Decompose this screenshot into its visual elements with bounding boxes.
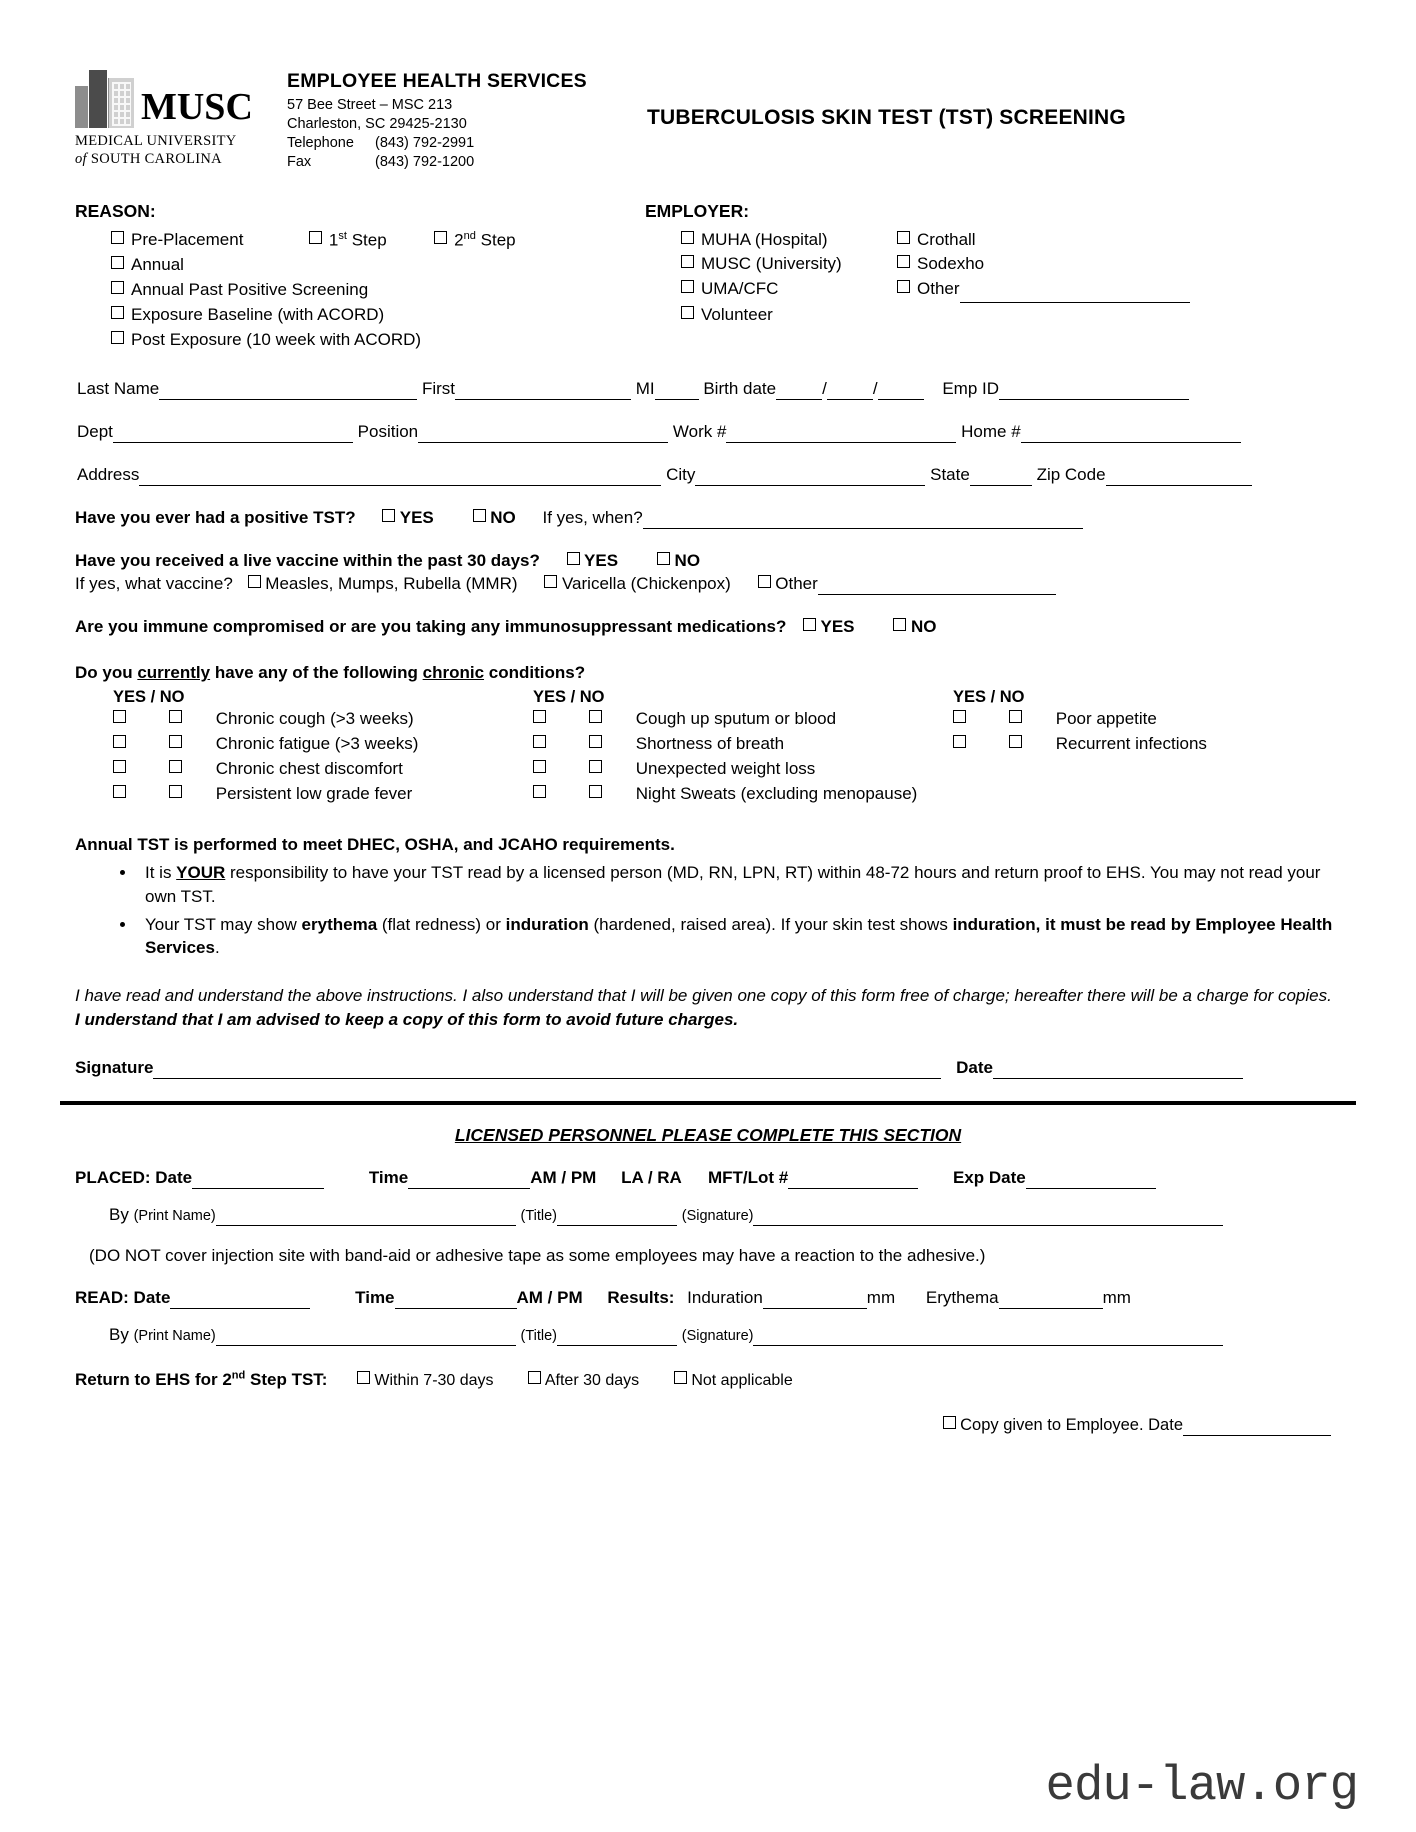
copy-given-row[interactable] (75, 1416, 1341, 1436)
return-label-a: Return to EHS for 2 (75, 1370, 232, 1390)
immune-no: NO (910, 617, 937, 637)
attestation-emphasis: I understand that I am advised to keep a copy of this form to avoid future charges. (75, 1010, 739, 1029)
read-signature-label: (Signature) (681, 1327, 754, 1344)
placed-time-label: Time (368, 1167, 409, 1187)
placed-print-name-input[interactable] (216, 1205, 516, 1226)
checkbox-icon[interactable] (589, 735, 602, 748)
read-by-row (75, 1325, 1341, 1346)
document-header (75, 60, 1341, 173)
question-live-vaccine-label: Have you received a live vaccine within the past 30 days? (75, 551, 540, 571)
chronic-row (75, 732, 1341, 757)
home-number-input[interactable] (1021, 422, 1241, 443)
checkbox-icon[interactable] (893, 618, 906, 631)
question-immune-label: Are you immune compromised or are you taking any immunosuppressant medications? (75, 617, 787, 637)
live-vaccine-no: NO (674, 551, 701, 571)
address-input[interactable] (139, 465, 661, 486)
option-pre-placement[interactable] (111, 228, 243, 253)
placed-title-label: (Title) (520, 1207, 558, 1224)
employer-row-4 (645, 303, 1341, 328)
condition-label: Recurrent infections (1055, 734, 1207, 754)
checkbox-icon[interactable] (1009, 735, 1022, 748)
logo-subtitle-1: MEDICAL UNIVERSITY (75, 133, 237, 149)
option-second-step-sup: nd (463, 229, 476, 242)
vaccine-varicella-label: Varicella (Chickenpox) (561, 574, 731, 594)
chronic-heading-currently: currently (137, 663, 211, 683)
checkbox-icon[interactable] (111, 281, 124, 294)
fax-line (287, 153, 637, 172)
chronic-cell (533, 757, 953, 782)
logo-subtitle-2 (75, 151, 275, 168)
chronic-row (75, 707, 1341, 732)
checkbox-icon[interactable] (943, 1416, 956, 1429)
birth-year-input[interactable] (878, 379, 924, 400)
chronic-cell (113, 732, 533, 757)
option-musc-university[interactable] (681, 252, 897, 277)
option-second-step-num: 2 (454, 230, 464, 250)
option-annual-past-positive[interactable] (75, 278, 645, 303)
option-first-step-sup: st (338, 229, 347, 242)
chronic-cell (113, 782, 533, 807)
signature-label: Signature (75, 1057, 154, 1077)
option-first-step[interactable] (309, 228, 387, 254)
read-time-label: Time (355, 1287, 395, 1307)
emp-id-label: Emp ID (942, 379, 999, 399)
checkbox-icon[interactable] (113, 735, 126, 748)
checkbox-icon[interactable] (357, 1371, 370, 1384)
chronic-cell-empty (953, 782, 1341, 807)
address-line-1: 57 Bee Street – MSC 213 (287, 97, 453, 113)
option-crothall[interactable] (897, 228, 1341, 253)
placed-signature-label: (Signature) (681, 1207, 754, 1224)
mi-label: MI (635, 379, 655, 399)
return-to-ehs-row (75, 1370, 1341, 1391)
chronic-cell-empty (953, 757, 1341, 782)
option-annual-label: Annual (131, 255, 184, 275)
home-number-label: Home # (961, 422, 1021, 442)
checkbox-icon[interactable] (169, 785, 182, 798)
telephone-value: (843) 792-2991 (375, 135, 475, 152)
telephone-label: Telephone (287, 135, 354, 152)
fax-label: Fax (287, 154, 312, 171)
return-label (75, 1370, 327, 1389)
condition-label: Chronic cough (>3 weeks) (215, 709, 414, 729)
instruction-emphasis-erythema: erythema (301, 914, 378, 934)
chronic-cell (533, 782, 953, 807)
question-immune-compromised (75, 617, 1341, 637)
option-employer-other[interactable] (897, 277, 1341, 303)
zip-label: Zip Code (1036, 465, 1106, 485)
live-vaccine-yes: YES (584, 551, 619, 571)
option-muha[interactable] (681, 228, 897, 253)
checkbox-icon[interactable] (434, 231, 447, 244)
yesno-header-col2: YES / NO (533, 688, 605, 707)
positive-tst-yes: YES (399, 508, 434, 528)
section-divider (60, 1101, 1356, 1105)
instruction-emphasis-induration-2: induration (952, 914, 1036, 934)
chronic-cell (113, 707, 533, 732)
placed-date-label: PLACED: Date (75, 1167, 193, 1187)
checkbox-icon[interactable] (169, 760, 182, 773)
adhesive-note: (DO NOT cover injection site with band-aid or adhesive tape as some employees may have a reaction to the adhesive.) (89, 1245, 986, 1265)
condition-label: Persistent low grade fever (215, 784, 413, 804)
checkbox-icon[interactable] (248, 575, 261, 588)
checkbox-icon[interactable] (111, 306, 124, 319)
checkbox-icon[interactable] (897, 231, 910, 244)
building-icon (75, 66, 133, 128)
reason-column (75, 201, 645, 354)
dept-row (75, 422, 1341, 443)
erythema-unit: mm (1102, 1287, 1131, 1307)
city-label: City (666, 465, 696, 485)
option-pre-placement-label: Pre-Placement (131, 230, 244, 250)
question-positive-tst-label: Have you ever had a positive TST? (75, 508, 356, 528)
checkbox-icon[interactable] (473, 509, 486, 522)
signature-input[interactable] (153, 1058, 941, 1079)
checkbox-icon[interactable] (758, 575, 771, 588)
checkbox-icon[interactable] (589, 785, 602, 798)
condition-label: Chronic fatigue (>3 weeks) (215, 734, 419, 754)
read-print-name-label: (Print Name) (133, 1327, 216, 1344)
option-not-applicable[interactable] (674, 1371, 793, 1390)
chronic-cell (113, 757, 533, 782)
chronic-conditions-heading (75, 663, 1341, 683)
placed-row (75, 1168, 1341, 1189)
read-signature-input[interactable] (753, 1325, 1223, 1346)
department-title: EMPLOYEE HEALTH SERVICES (287, 70, 587, 92)
instruction-emphasis-read-by-ehs: it must be read by Employee Health Services (145, 914, 1333, 958)
checkbox-icon[interactable] (309, 231, 322, 244)
placed-print-name-label: (Print Name) (133, 1207, 216, 1224)
placed-title-input[interactable] (557, 1205, 677, 1226)
option-annual[interactable] (75, 253, 645, 278)
first-name-input[interactable] (455, 379, 631, 400)
option-crothall-label: Crothall (917, 229, 976, 249)
department-block (275, 60, 637, 173)
yesno-header-col1: YES / NO (113, 688, 185, 707)
employer-heading: EMPLOYER: (645, 200, 750, 221)
checkbox-icon[interactable] (681, 255, 694, 268)
read-date-label: READ: Date (75, 1287, 171, 1307)
option-second-step-label: Step (480, 230, 516, 250)
placed-by-label: By (109, 1204, 129, 1224)
chronic-cell (533, 732, 953, 757)
employer-row-3 (645, 277, 1341, 303)
read-date-input[interactable] (170, 1288, 310, 1309)
results-label: Results: (607, 1287, 675, 1307)
checkbox-icon[interactable] (533, 760, 546, 773)
last-name-input[interactable] (159, 379, 417, 400)
option-employer-other-label: Other (917, 279, 960, 299)
read-by-label: By (109, 1324, 129, 1344)
option-first-step-num: 1 (328, 230, 339, 250)
employer-row-1 (645, 228, 1341, 253)
option-second-step[interactable] (434, 228, 515, 254)
zip-input[interactable] (1106, 465, 1252, 486)
checkbox-icon[interactable] (897, 255, 910, 268)
option-sodexho-label: Sodexho (917, 254, 985, 274)
if-yes-when-label: If yes, when? (542, 508, 643, 528)
condition-label: Unexpected weight loss (635, 759, 816, 779)
chronic-cell (533, 707, 953, 732)
checkbox-icon[interactable] (567, 552, 580, 565)
instruction-text: , (1035, 914, 1046, 934)
state-input[interactable] (970, 465, 1032, 486)
option-after-30-days[interactable] (528, 1371, 639, 1390)
mft-lot-label: MFT/Lot # (707, 1167, 789, 1187)
option-annual-past-positive-label: Annual Past Positive Screening (131, 280, 369, 300)
fax-value: (843) 792-1200 (375, 154, 475, 171)
identity-section (75, 379, 1341, 486)
form-title: TUBERCULOSIS SKIN TEST (TST) SCREENING (647, 106, 1126, 129)
employer-other-input[interactable] (960, 277, 1190, 303)
instruction-item (137, 861, 1341, 909)
employer-row-2 (645, 252, 1341, 277)
chronic-heading-pre: Do you (75, 663, 138, 683)
logo-of: of (75, 151, 87, 167)
return-label-sup: nd (231, 1369, 246, 1382)
which-vaccine-label: If yes, what vaccine? (75, 574, 233, 594)
checkbox-icon[interactable] (113, 710, 126, 723)
option-after-label: After 30 days (544, 1372, 640, 1390)
state-label: State (930, 465, 970, 485)
condition-label: Cough up sputum or blood (635, 709, 837, 729)
attestation-text: I have read and understand the above instructions. I also understand that I will be given one copy of this form free of charge; hereafter there will be a charge for copies. (75, 986, 1332, 1006)
checkbox-icon[interactable] (113, 760, 126, 773)
birth-date-label: Birth date (703, 379, 777, 399)
question-which-vaccine (75, 574, 1341, 595)
vaccine-mmr-label: Measles, Mumps, Rubella (MMR) (265, 574, 518, 594)
work-number-label: Work # (672, 422, 727, 442)
city-input[interactable] (695, 465, 925, 486)
checkbox-icon[interactable] (169, 735, 182, 748)
chronic-heading-mid: have any of the following (210, 663, 423, 683)
instructions-list (75, 861, 1341, 960)
birth-day-input[interactable] (827, 379, 873, 400)
erythema-label: Erythema (925, 1287, 999, 1307)
birth-month-input[interactable] (776, 379, 822, 400)
work-number-input[interactable] (726, 422, 956, 443)
option-sodexho[interactable] (897, 252, 1341, 277)
address-row (75, 465, 1341, 486)
read-title-input[interactable] (557, 1325, 677, 1346)
checkbox-icon[interactable] (681, 280, 694, 293)
checkbox-icon[interactable] (382, 509, 395, 522)
option-first-step-label: Step (351, 230, 387, 250)
instruction-text: Your TST may show (145, 914, 302, 934)
option-post-exposure-label: Post Exposure (10 week with ACORD) (131, 330, 422, 350)
if-yes-when-input[interactable] (643, 508, 1083, 529)
induration-input[interactable] (763, 1288, 867, 1309)
option-musc-university-label: MUSC (University) (701, 254, 842, 274)
placed-date-input[interactable] (192, 1168, 324, 1189)
instruction-text: . (214, 938, 220, 958)
condition-label: Shortness of breath (635, 734, 785, 754)
mi-input[interactable] (655, 379, 699, 400)
checkbox-icon[interactable] (953, 735, 966, 748)
instruction-text: (hardened, raised area). If your skin test shows (588, 914, 953, 934)
checkbox-icon[interactable] (589, 710, 602, 723)
option-volunteer-label: Volunteer (701, 305, 773, 325)
checkbox-icon[interactable] (803, 618, 816, 631)
read-ampm-label[interactable]: AM / PM (516, 1287, 583, 1307)
chronic-heading-post: conditions? (484, 663, 586, 683)
checkbox-icon[interactable] (681, 231, 694, 244)
instruction-emphasis-induration: induration (505, 914, 589, 934)
last-name-label: Last Name (77, 379, 160, 399)
checkbox-icon[interactable] (533, 785, 546, 798)
option-within-7-30-days[interactable] (357, 1371, 494, 1390)
option-within-label: Within 7-30 days (374, 1372, 494, 1390)
checkbox-icon[interactable] (1009, 710, 1022, 723)
placed-signature-input[interactable] (753, 1205, 1223, 1226)
chronic-row (75, 757, 1341, 782)
position-label: Position (357, 422, 419, 442)
checkbox-icon[interactable] (169, 710, 182, 723)
checkbox-icon[interactable] (953, 710, 966, 723)
reason-employer-section (75, 201, 1341, 354)
option-not-applicable-label: Not applicable (691, 1372, 793, 1390)
induration-unit: mm (866, 1287, 896, 1307)
checkbox-icon[interactable] (111, 331, 124, 344)
checkbox-icon[interactable] (533, 735, 546, 748)
licensed-section-heading: LICENSED PERSONNEL PLEASE COMPLETE THIS SECTION (454, 1124, 962, 1145)
option-uma-cfc-label: UMA/CFC (701, 279, 779, 299)
checkbox-icon[interactable] (681, 306, 694, 319)
placed-time-input[interactable] (408, 1168, 530, 1189)
condition-label: Chronic chest discomfort (215, 759, 403, 779)
checkbox-icon[interactable] (111, 256, 124, 269)
checkbox-icon[interactable] (589, 760, 602, 773)
reason-heading: REASON: (75, 200, 156, 221)
option-muha-label: MUHA (Hospital) (701, 229, 828, 249)
option-exposure-baseline-label: Exposure Baseline (with ACORD) (131, 305, 385, 325)
option-volunteer[interactable] (681, 303, 897, 328)
checkbox-icon[interactable] (111, 231, 124, 244)
signature-date-label: Date (956, 1057, 993, 1077)
signature-date-input[interactable] (993, 1058, 1243, 1079)
erythema-input[interactable] (999, 1288, 1103, 1309)
first-name-label: First (421, 379, 455, 399)
copy-given-label: Copy given to Employee. Date (960, 1416, 1183, 1435)
vaccine-other-label: Other (775, 574, 818, 594)
reason-row-1 (75, 228, 645, 254)
positive-tst-no: NO (490, 508, 516, 528)
checkbox-icon[interactable] (113, 785, 126, 798)
dept-label: Dept (77, 422, 113, 442)
exp-date-label: Exp Date (952, 1167, 1026, 1187)
watermark: edu-law.org (1045, 1758, 1358, 1814)
instruction-text: responsibility to have your TST read by a licensed person (MD, RN, LPN, RT) within 48-72 hours and return proof to EHS. You may not read your own TST. (145, 863, 1321, 906)
musc-logo (75, 60, 275, 168)
chronic-row (75, 782, 1341, 807)
condition-label: Poor appetite (1055, 709, 1157, 729)
attestation-paragraph (75, 984, 1341, 1032)
question-positive-tst (75, 508, 1341, 529)
induration-label: Induration (687, 1287, 763, 1307)
read-print-name-input[interactable] (216, 1325, 516, 1346)
yesno-header-col3: YES / NO (953, 688, 1025, 707)
vaccine-other-input[interactable] (818, 574, 1056, 595)
employer-column (645, 201, 1341, 354)
condition-label: Night Sweats (excluding menopause) (635, 784, 918, 804)
checkbox-icon[interactable] (544, 575, 557, 588)
read-time-input[interactable] (395, 1288, 517, 1309)
name-row: Last Name First MI Birth date / / Emp ID (75, 379, 1341, 400)
instruction-text: It is (145, 863, 177, 883)
instruction-item (137, 913, 1341, 961)
return-label-b: Step TST: (245, 1370, 328, 1390)
chronic-yesno-headers (75, 688, 1341, 707)
exp-date-input[interactable] (1026, 1168, 1156, 1189)
instruction-emphasis-your: YOUR (176, 863, 226, 883)
checkbox-icon[interactable] (533, 710, 546, 723)
placed-by-row (75, 1205, 1341, 1226)
address-label: Address (77, 465, 140, 485)
checkbox-icon[interactable] (897, 280, 910, 293)
checkbox-icon[interactable] (674, 1371, 687, 1384)
checkbox-icon[interactable] (528, 1371, 541, 1384)
chronic-cell (953, 707, 1341, 732)
checkbox-icon[interactable] (657, 552, 670, 565)
address-line-2: Charleston, SC 29425-2130 (287, 116, 467, 133)
copy-given-date-input[interactable] (1183, 1416, 1331, 1436)
option-uma-cfc[interactable] (681, 277, 897, 303)
question-live-vaccine (75, 551, 1341, 571)
logo-state: SOUTH CAROLINA (90, 151, 222, 167)
read-title-label: (Title) (520, 1327, 558, 1344)
instructions-heading: Annual TST is performed to meet DHEC, OSHA, and JCAHO requirements. (75, 835, 675, 855)
telephone-line (287, 134, 637, 153)
position-input[interactable] (418, 422, 668, 443)
dept-input[interactable] (113, 422, 353, 443)
emp-id-input[interactable] (999, 379, 1189, 400)
logo-wordmark: MUSC (141, 86, 253, 128)
read-row (75, 1288, 1341, 1309)
placed-ampm-label[interactable]: AM / PM (530, 1167, 597, 1187)
signature-row (75, 1058, 1341, 1079)
option-exposure-baseline[interactable] (75, 303, 645, 328)
immune-yes: YES (820, 617, 855, 637)
option-post-exposure[interactable] (75, 328, 645, 353)
chronic-heading-chronic: chronic (422, 663, 485, 683)
instruction-text: (flat redness) or (377, 914, 506, 934)
placed-la-ra-label[interactable]: LA / RA (621, 1167, 682, 1187)
mft-lot-input[interactable] (788, 1168, 918, 1189)
chronic-cell (953, 732, 1341, 757)
